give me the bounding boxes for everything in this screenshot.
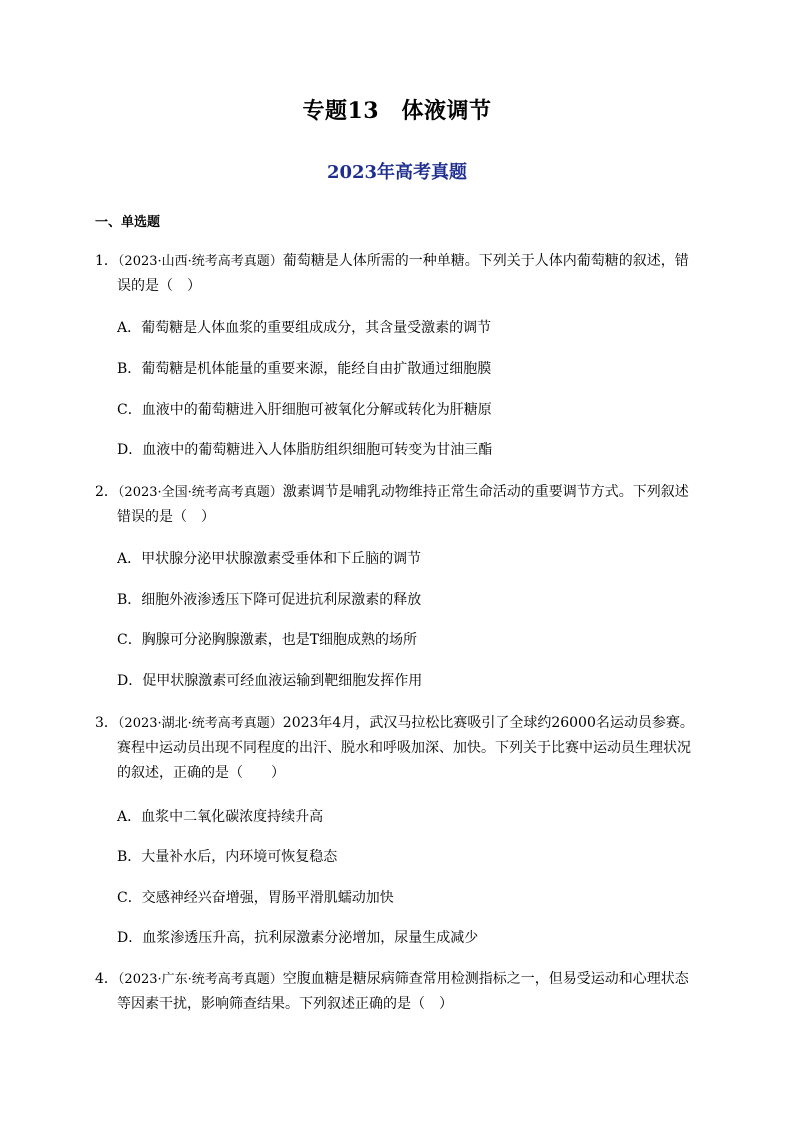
question-4	[95, 967, 700, 1017]
question-source: （2023·全国·统考高考真题）	[117, 485, 283, 500]
option-d: D．血浆渗透压升高，抗利尿激素分泌增加，尿量生成减少	[117, 930, 479, 946]
question-3	[95, 711, 700, 786]
question-source: （2023·湖北·统考高考真题）	[117, 716, 283, 731]
question-stem	[95, 711, 700, 786]
option-c: C．交感神经兴奋增强，胃肠平滑肌蠕动加快	[117, 890, 394, 906]
option-d: D．促甲状腺激素可经血液运输到靶细胞发挥作用	[117, 673, 423, 689]
option-c: C．胸腺可分泌胸腺激素，也是T细胞成熟的场所	[117, 632, 418, 648]
option-a: A．血浆中二氧化碳浓度持续升高	[117, 809, 324, 825]
section-heading: 一、单选题	[95, 215, 161, 230]
option-b: B．大量补水后，内环境可恢复稳态	[117, 849, 338, 865]
question-number: 3．	[95, 715, 118, 731]
option-a: A．甲状腺分泌甲状腺激素受垂体和下丘脑的调节	[117, 551, 422, 567]
question-number: 2．	[95, 484, 118, 500]
question-stem	[95, 967, 700, 1017]
question-stem	[95, 249, 700, 299]
question-1	[95, 249, 700, 299]
option-d: D．血液中的葡萄糖进入人体脂肪组织细胞可转变为甘油三酯	[117, 442, 493, 458]
question-text: 空腹血糖是糖尿病筛查常用检测指标之一，但易受运动和心理状态等因素干扰，影响筛查结果。下列叙述正确的是（ ）	[117, 971, 689, 1012]
question-text: 激素调节是哺乳动物维持正常生命活动的重要调节方式。下列叙述错误的是（ ）	[117, 484, 689, 525]
question-2	[95, 480, 700, 530]
question-text: 2023年4月，武汉马拉松比赛吸引了全球约26000名运动员参赛。赛程中运动员出现不同程度的出汗、脱水和呼吸加深、加快。下列关于比赛中运动员生理状况的叙述，正确的是（ ）	[117, 715, 694, 781]
option-b: B．细胞外液渗透压下降可促进抗利尿激素的释放	[117, 592, 422, 608]
question-number: 4．	[95, 971, 118, 987]
option-b: B．葡萄糖是机体能量的重要来源，能经自由扩散通过细胞膜	[117, 361, 492, 377]
question-stem	[95, 480, 700, 530]
question-source: （2023·山西·统考高考真题）	[117, 254, 283, 269]
page-subtitle: 2023年高考真题	[326, 162, 468, 183]
page-title: 专题13 体液调节	[302, 98, 492, 124]
question-number: 1．	[95, 253, 118, 269]
option-c: C．血液中的葡萄糖进入肝细胞可被氧化分解或转化为肝糖原	[117, 402, 492, 418]
question-text: 葡萄糖是人体所需的一种单糖。下列关于人体内葡萄糖的叙述，错误的是（ ）	[117, 253, 689, 294]
question-source: （2023·广东·统考高考真题）	[117, 972, 283, 987]
option-a: A．葡萄糖是人体血浆的重要组成成分，其含量受激素的调节	[117, 320, 492, 336]
